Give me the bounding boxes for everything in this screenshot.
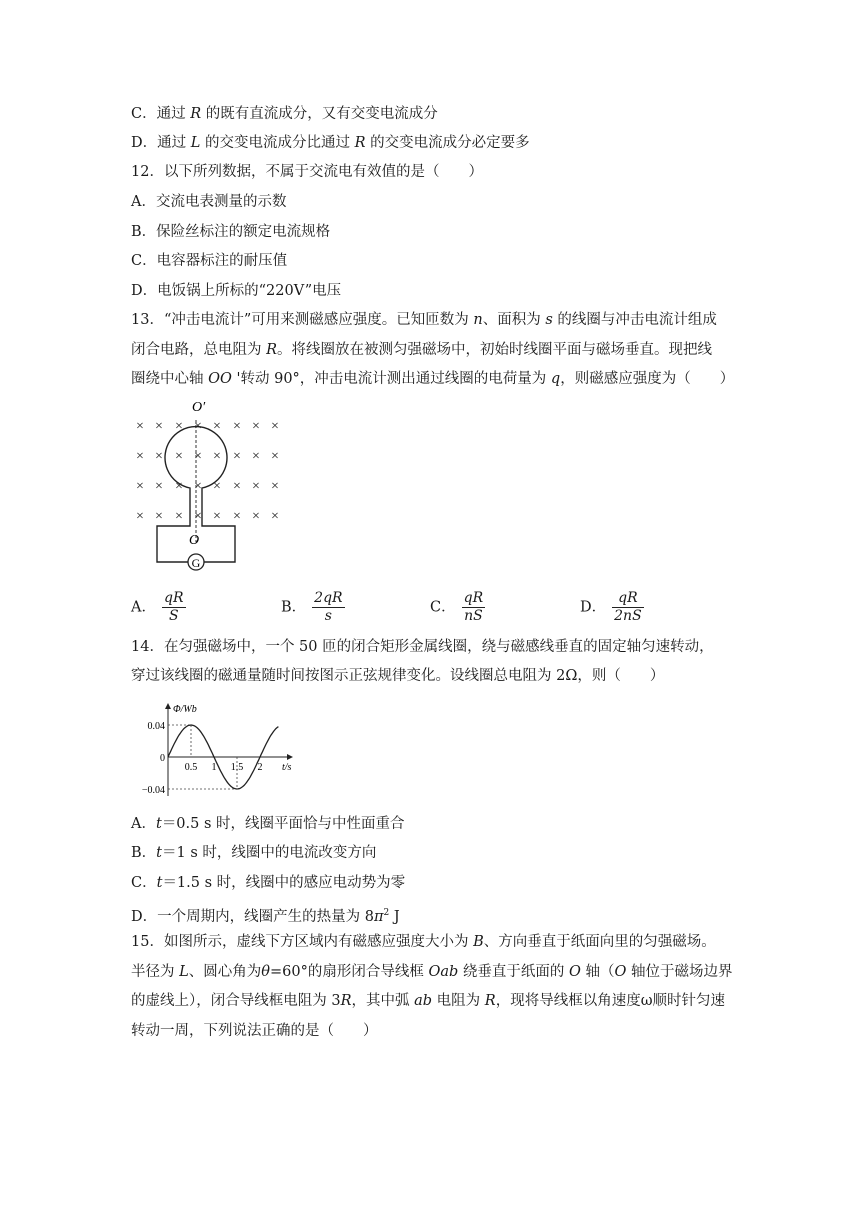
q11-option-d: D．通过 L 的交变电流成分比通过 R 的交变电流成分必定要多 bbox=[131, 135, 530, 151]
q13-option-b: B． $\frac{2qR}{s}$ bbox=[281, 590, 343, 624]
field-cross: × bbox=[155, 479, 163, 494]
q15-stem-line3: 的虚线上），闭合导线框电阻为 3R，其中弧 ab 电阻为 R，现将导线框以角速度ω顺时针匀速 bbox=[131, 993, 726, 1009]
x-axis-label: t/s bbox=[282, 762, 292, 773]
x-tick-label: 1.5 bbox=[230, 762, 244, 773]
q14-option-d: D．一个周期内，线圈产生的热量为 $8\pi^2$ J bbox=[131, 908, 400, 925]
magnetic-field-crosses bbox=[136, 419, 279, 524]
field-cross: × bbox=[175, 449, 183, 464]
field-cross: × bbox=[213, 449, 221, 464]
q13-stem-line2: 闭合电路，总电阻为 R。将线圈放在被测匀强磁场中，初始时线圈平面与磁场垂直。现把线 bbox=[131, 342, 713, 358]
flux-time-graph bbox=[140, 700, 310, 800]
field-cross: × bbox=[233, 449, 241, 464]
field-cross: × bbox=[233, 479, 241, 494]
axis-label-top: O′ bbox=[192, 400, 206, 415]
field-cross: × bbox=[271, 419, 279, 434]
field-cross: × bbox=[271, 509, 279, 524]
field-cross: × bbox=[233, 509, 241, 524]
field-cross: × bbox=[213, 509, 221, 524]
x-tick-label: 2 bbox=[257, 762, 263, 773]
q12-option-d: D．电饭锅上所标的“220V”电压 bbox=[131, 283, 342, 299]
x-tick-label: 1 bbox=[211, 762, 217, 773]
y-tick-top: 0.04 bbox=[147, 721, 165, 732]
field-cross: × bbox=[271, 479, 279, 494]
field-cross: × bbox=[175, 479, 183, 494]
q12-option-c: C．电容器标注的耐压值 bbox=[131, 253, 288, 269]
field-cross: × bbox=[136, 509, 144, 524]
y-tick-origin: 0 bbox=[160, 753, 165, 764]
y-tick-bottom: −0.04 bbox=[141, 785, 165, 796]
field-cross: × bbox=[213, 479, 221, 494]
field-cross: × bbox=[252, 479, 260, 494]
q13-stem-line3: 圈绕中心轴 OO '转动 90°，冲击电流计测出通过线圈的电荷量为 q，则磁感应强度为（ ） bbox=[131, 371, 735, 387]
q12-stem: 12．以下所列数据，不属于交流电有效值的是（ ） bbox=[131, 164, 483, 180]
axis-label-bottom: O bbox=[189, 533, 200, 548]
q15-stem-line1: 15．如图所示，虚线下方区域内有磁感应强度大小为 B、方向垂直于纸面向里的匀强磁场。 bbox=[131, 934, 716, 950]
q15-stem-line2: 半径为 L、圆心角为θ=60°的扇形闭合导线框 Oab 绕垂直于纸面的 O 轴（O 轴位于磁场边界 bbox=[131, 964, 733, 980]
x-tick-label: 0.5 bbox=[184, 762, 198, 773]
coil-in-magnetic-field-figure bbox=[126, 396, 296, 581]
q14-option-b: B．t＝1 s 时，线圈中的电流改变方向 bbox=[131, 845, 377, 861]
field-cross: × bbox=[252, 449, 260, 464]
field-cross: × bbox=[155, 419, 163, 434]
q14-option-c: C．t＝1.5 s 时，线圈中的感应电动势为零 bbox=[131, 875, 406, 891]
field-cross: × bbox=[136, 479, 144, 494]
q13-option-a: A． $\frac{qR}{S}$ bbox=[131, 590, 184, 624]
field-cross: × bbox=[252, 509, 260, 524]
field-cross: × bbox=[136, 449, 144, 464]
field-cross: × bbox=[175, 509, 183, 524]
field-cross: × bbox=[252, 419, 260, 434]
q14-stem-line2: 穿过该线圈的磁通量随时间按图示正弦规律变化。设线圈总电阻为 2Ω，则（ ） bbox=[131, 668, 665, 684]
field-cross: × bbox=[233, 419, 241, 434]
field-cross: × bbox=[155, 449, 163, 464]
galvanometer-label: G bbox=[191, 556, 201, 570]
field-cross: × bbox=[175, 419, 183, 434]
q14-stem-line1: 14．在匀强磁场中，一个 50 匝的闭合矩形金属线圈，绕与磁感线垂直的固定轴匀速转动， bbox=[131, 639, 714, 655]
field-cross: × bbox=[194, 419, 202, 434]
field-cross: × bbox=[271, 449, 279, 464]
field-cross: × bbox=[136, 419, 144, 434]
field-cross: × bbox=[213, 419, 221, 434]
y-axis-label: Φ/Wb bbox=[173, 704, 197, 715]
q13-stem-line1: 13．“冲击电流计”可用来测磁感应强度。已知匝数为 n、面积为 s 的线圈与冲击电流计组成 bbox=[131, 312, 717, 328]
q12-option-a: A．交流电表测量的示数 bbox=[131, 194, 287, 210]
field-cross: × bbox=[194, 449, 202, 464]
field-cross: × bbox=[194, 479, 202, 494]
q15-stem-line4: 转动一周，下列说法正确的是（ ） bbox=[131, 1023, 378, 1039]
q13-option-d: D． $\frac{qR}{2nS}$ bbox=[580, 590, 642, 624]
q13-option-c: C． $\frac{qR}{nS}$ bbox=[430, 590, 484, 624]
field-cross: × bbox=[194, 509, 202, 524]
field-cross: × bbox=[155, 509, 163, 524]
q12-option-b: B．保险丝标注的额定电流规格 bbox=[131, 224, 331, 240]
q11-option-c: C．通过 R 的既有直流成分，又有交变电流成分 bbox=[131, 106, 438, 122]
q14-option-a: A．t＝0.5 s 时，线圈平面恰与中性面重合 bbox=[131, 816, 405, 832]
